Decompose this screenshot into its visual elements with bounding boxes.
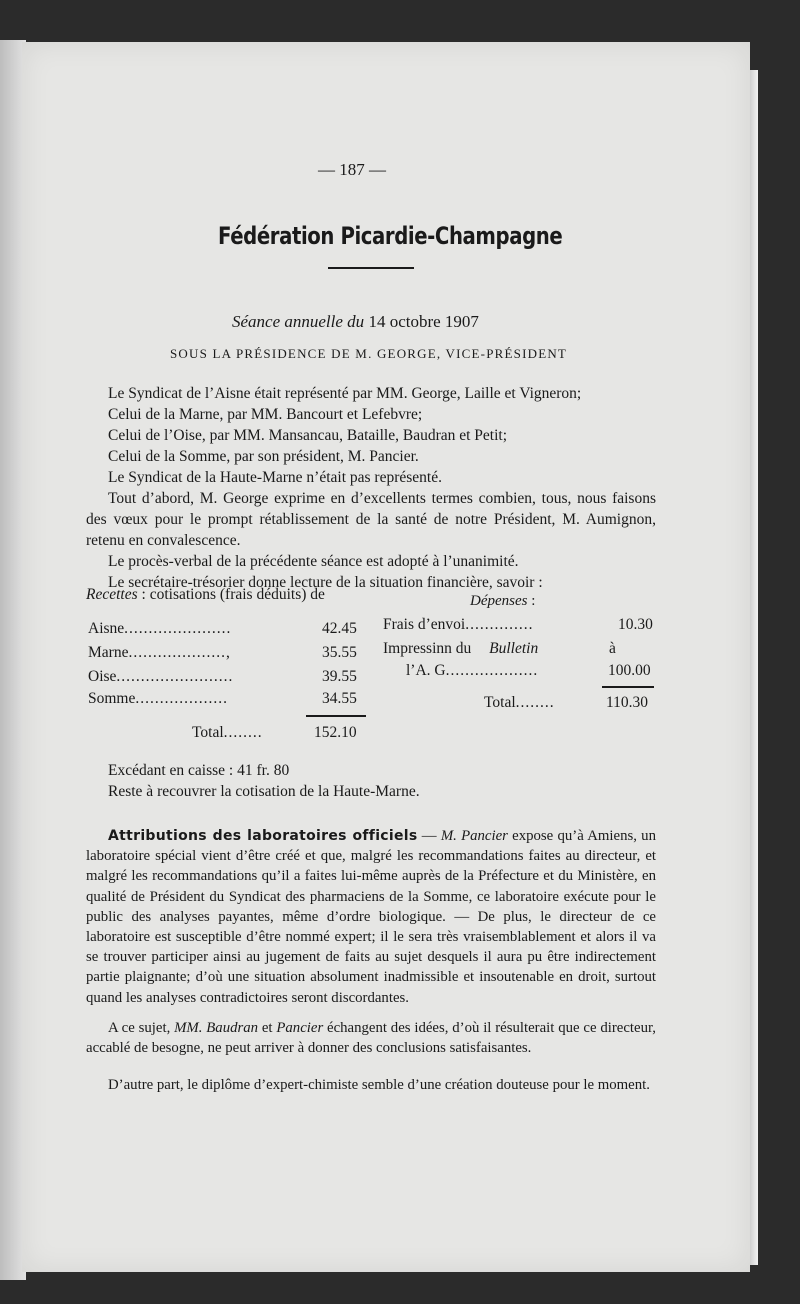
sujet-body: échangent des idées, d’où il résulterait que ce directeur, accablé de besogne, ne peut arriver à donner des conclusions satisfaisantes. (86, 1020, 657, 1057)
page-edge (750, 70, 758, 1265)
attendance-line: Le Syndicat de l’Aisne était représenté par MM. George, Laille et Vigneron; (108, 385, 582, 402)
recettes-total-label: Total (192, 724, 224, 741)
recette-name: Marne (88, 644, 129, 661)
attendance-line: Celui de l’Oise, par MM. Mansancau, Bataille, Baudran et Petit; (108, 427, 508, 444)
recette-name: Somme (88, 690, 136, 707)
session-date: 14 octobre 1907 (368, 312, 479, 331)
depense-a: à (609, 640, 616, 657)
section-heading: Attributions des laboratoires officiels (108, 828, 418, 844)
autre-part-paragraph: D’autre part, le diplôme d’expert-chimiste semble d’une création douteuse pour le moment. (108, 1077, 650, 1093)
depense-amount: 10.30 (618, 616, 653, 633)
speaker-name: M. Pancier (440, 828, 508, 844)
recette-row: Aisne...................... (88, 620, 232, 637)
recette-row: Marne...................., (88, 644, 231, 661)
recette-amount: 34.55 (322, 690, 357, 707)
depense-row: l’A. G................... (406, 662, 539, 679)
depenses-heading (470, 593, 535, 610)
sujet-et: et (258, 1020, 277, 1036)
lecture-paragraph: Le secrétaire-trésorier donne lecture de la situation financière, savoir : (108, 574, 543, 591)
recette-amount: 35.55 (322, 644, 357, 661)
recettes-total-row: Total........ (192, 724, 263, 741)
session-text: Séance annuelle du (232, 312, 365, 331)
attendance-line: Le Syndicat de la Haute-Marne n’était pas représenté. (108, 469, 442, 486)
attendance-block (86, 383, 656, 488)
recettes-total-amount: 152.10 (314, 724, 357, 741)
depenses-total-row: Total........ (484, 694, 555, 711)
depense-bulletin: Bulletin (489, 640, 539, 657)
title-rule (328, 267, 414, 269)
depense-label: Impressinn du (383, 640, 472, 657)
depenses-total-rule (602, 686, 654, 688)
attributions-paragraph (86, 826, 656, 1008)
speaker-name: Pancier (276, 1020, 324, 1036)
depenses-total-amount: 110.30 (606, 694, 649, 711)
pv-paragraph: Le procès-verbal de la précédente séance est adopté à l’unanimité. (108, 553, 519, 570)
attendance-line: Celui de la Marne, par MM. Bancourt et Lefebvre; (108, 406, 423, 423)
depense-amount: 100.00 (608, 662, 651, 679)
recettes-label: Recettes (86, 586, 138, 603)
excedant-line: Excédant en caisse : 41 fr. 80 (108, 762, 290, 779)
session-heading (232, 312, 479, 332)
depense-row (383, 640, 655, 658)
attributions-body: expose qu’à Amiens, un laboratoire spécial vient d’être créé et que, malgré les recommandations faites au directeur, et malgré les recommandations qu’il a faites lui-même auprès de la Préfecture et du Ministère, en qualité de Président du Syndicat des pharmaciens de la Somme, ce laboratoire exécute pour le public des analyses payantes, même d’ordre biologique. — De plus, le directeur de ce laboratoire est susceptible d’être nommé expert; il le sera très vraisemblablement et alors il va se trouver participer ainsi au jugement de faits au sujet desquels il aura pu être indirectement partie plaignante; d’où une situation absolument inadmissible et insoutenable en droit, surtout quand les analyses contradictoires seront discordantes. (86, 828, 656, 1006)
sujet-paragraph (86, 1018, 656, 1058)
depenses-colon: : (531, 593, 536, 609)
depenses-label: Dépenses (470, 593, 528, 609)
depense-row: Frais d’envoi.............. (383, 616, 534, 633)
recette-name: Aisne (88, 620, 125, 637)
speaker-names: MM. Baudran (174, 1020, 259, 1036)
depense-label: l’A. G (406, 662, 446, 679)
page-title: Fédération Picardie-Champagne (218, 222, 563, 250)
depenses-total-label: Total (484, 694, 516, 711)
attendance-line: Celui de la Somme, par son président, M. Pancier. (108, 448, 419, 465)
page-number: — 187 — (318, 160, 386, 179)
recettes-heading (86, 584, 325, 605)
recettes-sub: : cotisations (frais déduits) de (141, 586, 325, 603)
recette-amount: 39.55 (322, 668, 357, 685)
recette-name: Oise (88, 668, 117, 685)
recette-row: Oise........................ (88, 668, 234, 685)
recettes-total-rule (306, 715, 366, 717)
voeux-paragraph: Tout d’abord, M. George exprime en d’excellents termes combien, tous, nous faisons des vœux pour le prompt rétablissement de la santé de notre Président, M. Aumignon, retenu en convalescence. (86, 490, 656, 549)
recette-amount: 42.45 (322, 620, 357, 637)
recette-row: Somme................... (88, 690, 228, 707)
sujet-intro: A ce sujet, (108, 1020, 175, 1036)
dash: — (417, 828, 441, 844)
reste-line: Reste à recouvrer la cotisation de la Haute-Marne. (108, 783, 420, 800)
presidence-line: SOUS LA PRÉSIDENCE DE M. GEORGE, VICE-PRÉSIDENT (170, 346, 568, 361)
depense-label: Frais d’envoi (383, 616, 466, 633)
